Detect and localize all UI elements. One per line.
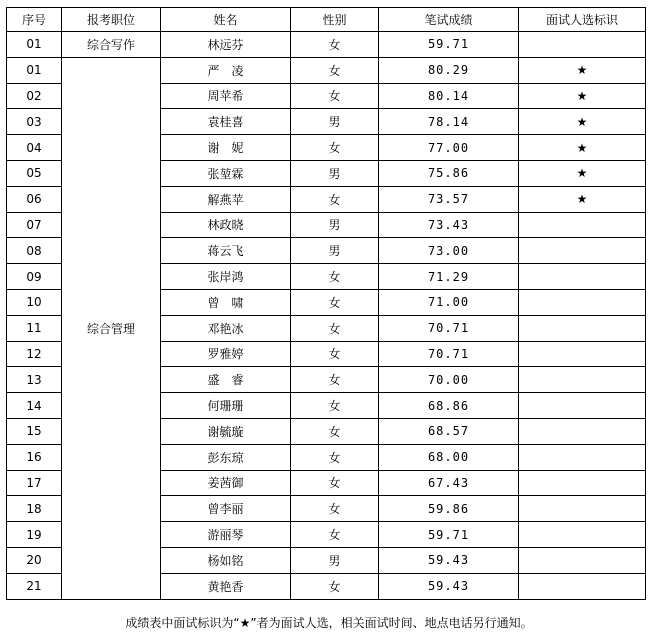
cell-score: 71.29 [379, 264, 519, 290]
cell-seq: 06 [7, 186, 62, 212]
cell-score: 80.14 [379, 83, 519, 109]
header-interview: 面试人选标识 [519, 8, 646, 32]
cell-interview [519, 315, 646, 341]
cell-gender: 男 [291, 212, 379, 238]
cell-interview [519, 238, 646, 264]
cell-gender: 女 [291, 522, 379, 548]
cell-name: 邓艳冰 [161, 315, 291, 341]
cell-gender: 女 [291, 186, 379, 212]
cell-interview [519, 32, 646, 58]
cell-score: 59.43 [379, 573, 519, 599]
cell-score: 68.86 [379, 393, 519, 419]
header-score: 笔试成绩 [379, 8, 519, 32]
cell-score: 59.71 [379, 522, 519, 548]
cell-position: 综合管理 [62, 57, 161, 599]
cell-score: 73.43 [379, 212, 519, 238]
cell-score: 59.43 [379, 547, 519, 573]
cell-name: 谢毓璇 [161, 418, 291, 444]
cell-position: 综合写作 [62, 32, 161, 58]
cell-seq: 05 [7, 160, 62, 186]
cell-name: 谢 妮 [161, 135, 291, 161]
cell-gender: 女 [291, 57, 379, 83]
cell-interview [519, 522, 646, 548]
cell-gender: 男 [291, 109, 379, 135]
table-body [7, 32, 646, 600]
cell-score: 73.57 [379, 186, 519, 212]
cell-seq: 12 [7, 341, 62, 367]
cell-interview [519, 393, 646, 419]
cell-interview [519, 418, 646, 444]
cell-name: 游丽琴 [161, 522, 291, 548]
cell-score: 67.43 [379, 470, 519, 496]
cell-score: 59.71 [379, 32, 519, 58]
cell-interview [519, 496, 646, 522]
cell-name: 曾李丽 [161, 496, 291, 522]
cell-score: 70.71 [379, 315, 519, 341]
cell-seq: 18 [7, 496, 62, 522]
cell-seq: 14 [7, 393, 62, 419]
header-row [7, 8, 646, 32]
cell-gender: 女 [291, 32, 379, 58]
cell-score: 80.29 [379, 57, 519, 83]
cell-seq: 15 [7, 418, 62, 444]
cell-interview [519, 212, 646, 238]
cell-seq: 20 [7, 547, 62, 573]
footnote: 成绩表中面试标识为“★”者为面试人选，相关面试时间、地点电话另行通知。 [125, 616, 533, 630]
cell-gender: 女 [291, 393, 379, 419]
table-row [7, 57, 646, 83]
cell-seq: 16 [7, 444, 62, 470]
cell-name: 盛 睿 [161, 367, 291, 393]
cell-score: 71.00 [379, 289, 519, 315]
header-name: 姓名 [161, 8, 291, 32]
cell-seq: 01 [7, 32, 62, 58]
cell-name: 周苹希 [161, 83, 291, 109]
cell-name: 黄艳香 [161, 573, 291, 599]
cell-name: 杨如铭 [161, 547, 291, 573]
cell-gender: 女 [291, 289, 379, 315]
star-icon: ★ [519, 109, 646, 135]
cell-seq: 10 [7, 289, 62, 315]
cell-gender: 女 [291, 367, 379, 393]
cell-score: 68.57 [379, 418, 519, 444]
cell-seq: 09 [7, 264, 62, 290]
header-position: 报考职位 [62, 8, 161, 32]
cell-name: 张岸鸿 [161, 264, 291, 290]
cell-seq: 13 [7, 367, 62, 393]
cell-interview [519, 470, 646, 496]
cell-name: 袁桂喜 [161, 109, 291, 135]
cell-gender: 女 [291, 315, 379, 341]
cell-name: 罗雅婷 [161, 341, 291, 367]
cell-gender: 女 [291, 496, 379, 522]
cell-seq: 01 [7, 57, 62, 83]
results-table [6, 7, 646, 600]
cell-interview [519, 547, 646, 573]
cell-name: 姜茜御 [161, 470, 291, 496]
cell-name: 张堃霖 [161, 160, 291, 186]
cell-interview [519, 289, 646, 315]
cell-seq: 07 [7, 212, 62, 238]
cell-gender: 女 [291, 83, 379, 109]
cell-gender: 女 [291, 573, 379, 599]
cell-name: 林政晓 [161, 212, 291, 238]
cell-seq: 17 [7, 470, 62, 496]
cell-seq: 21 [7, 573, 62, 599]
star-icon: ★ [519, 135, 646, 161]
cell-interview [519, 444, 646, 470]
cell-score: 73.00 [379, 238, 519, 264]
star-icon: ★ [519, 83, 646, 109]
cell-seq: 08 [7, 238, 62, 264]
cell-interview [519, 367, 646, 393]
cell-seq: 19 [7, 522, 62, 548]
header-seq: 序号 [7, 8, 62, 32]
cell-name: 曾 啸 [161, 289, 291, 315]
cell-gender: 男 [291, 160, 379, 186]
cell-seq: 02 [7, 83, 62, 109]
cell-name: 林远芬 [161, 32, 291, 58]
cell-interview [519, 573, 646, 599]
cell-score: 77.00 [379, 135, 519, 161]
cell-gender: 女 [291, 135, 379, 161]
star-icon: ★ [519, 160, 646, 186]
cell-score: 70.00 [379, 367, 519, 393]
star-icon: ★ [519, 186, 646, 212]
table-row [7, 32, 646, 58]
cell-gender: 男 [291, 238, 379, 264]
cell-score: 75.86 [379, 160, 519, 186]
cell-gender: 女 [291, 470, 379, 496]
header-gender: 性别 [291, 8, 379, 32]
cell-name: 解燕苹 [161, 186, 291, 212]
cell-name: 何珊珊 [161, 393, 291, 419]
cell-gender: 女 [291, 418, 379, 444]
cell-gender: 女 [291, 444, 379, 470]
cell-gender: 女 [291, 264, 379, 290]
cell-gender: 女 [291, 341, 379, 367]
cell-gender: 男 [291, 547, 379, 573]
cell-seq: 11 [7, 315, 62, 341]
cell-name: 蒋云飞 [161, 238, 291, 264]
star-icon: ★ [519, 57, 646, 83]
cell-score: 70.71 [379, 341, 519, 367]
cell-score: 59.86 [379, 496, 519, 522]
cell-interview [519, 264, 646, 290]
cell-interview [519, 341, 646, 367]
cell-seq: 03 [7, 109, 62, 135]
cell-score: 78.14 [379, 109, 519, 135]
cell-score: 68.00 [379, 444, 519, 470]
cell-name: 严 凌 [161, 57, 291, 83]
cell-name: 彭东琼 [161, 444, 291, 470]
cell-seq: 04 [7, 135, 62, 161]
